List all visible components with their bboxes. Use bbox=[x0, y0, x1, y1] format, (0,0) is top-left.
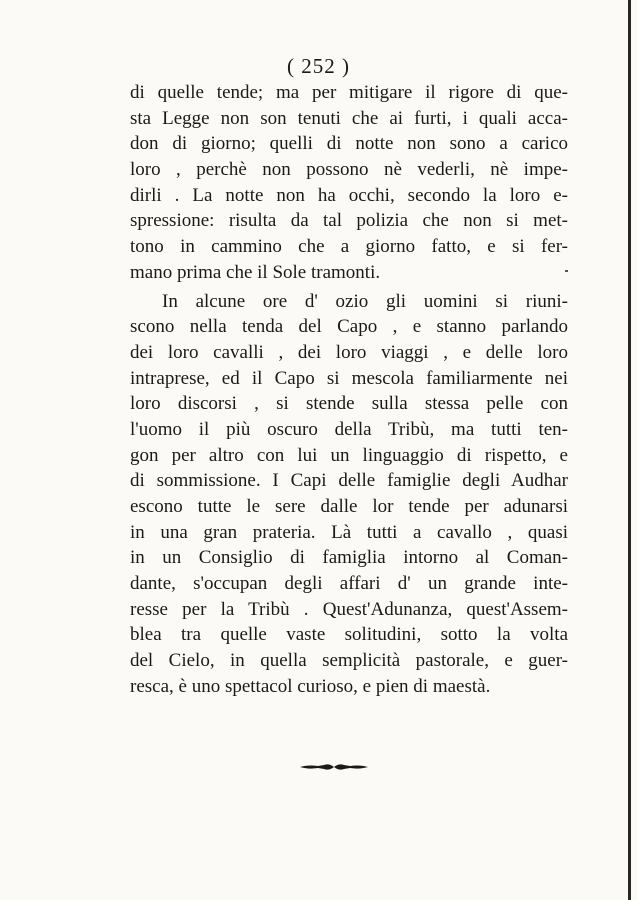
text-line: loro , perchè non possono nè vederli, nè impe- bbox=[130, 159, 568, 181]
text-line: dei loro cavalli , dei loro viaggi , e delle loro bbox=[130, 341, 568, 363]
text-line: gon per altro con lui un linguaggio di rispetto, e bbox=[130, 444, 568, 466]
text-line: di quelle tende; ma per mitigare il rigore di que- bbox=[130, 82, 568, 103]
text-line: di sommissione. I Capi delle famiglie degli Audhar bbox=[130, 470, 568, 492]
page-number: ( 252 ) bbox=[287, 54, 350, 78]
paragraph-2 bbox=[130, 289, 568, 700]
text-line: del Cielo, in quella semplicità pastorale, e guer- bbox=[130, 650, 568, 672]
ink-speck bbox=[565, 270, 568, 272]
text-line: tono in cammino che a giorno fatto, e si fer- bbox=[130, 236, 568, 258]
text-line: in una gran prateria. Là tutti a cavallo , quasi bbox=[130, 521, 568, 543]
text-line: intraprese, ed il Capo si mescola familiarmente nei bbox=[130, 367, 568, 389]
text-line: scono nella tenda del Capo , e stanno parlando bbox=[130, 316, 568, 338]
tail-ornament-icon bbox=[298, 760, 370, 774]
text-line: mano prima che il Sole tramonti. bbox=[130, 261, 381, 283]
text-line: sta Legge non son tenuti che ai furti, i quali acca- bbox=[130, 107, 568, 129]
text-line: In alcune ore d' ozio gli uomini si riuni- bbox=[162, 290, 568, 312]
text-line: l'uomo il più oscuro della Tribù, ma tutti ten- bbox=[130, 418, 568, 440]
text-line: spressione: risulta da tal polizia che non si met- bbox=[130, 210, 568, 232]
text-line: resse per la Tribù . Quest'Adunanza, quest'Assem- bbox=[130, 598, 568, 620]
text-line: resca, è uno spettacol curioso, e pien di maestà. bbox=[130, 675, 491, 697]
text-line: dante, s'occupan degli affari d' un grande inte- bbox=[130, 573, 568, 595]
text-line: dirli . La notte non ha occhi, secondo la loro e- bbox=[130, 184, 568, 206]
text-line: blea tra quelle vaste solitudini, sotto la volta bbox=[130, 624, 568, 646]
text-line: in un Consiglio di famiglia intorno al Coman- bbox=[130, 547, 568, 569]
page-edge-line bbox=[628, 0, 631, 900]
text-line: don di giorno; quelli di notte non sono a carico bbox=[130, 133, 568, 155]
text-line: escono tutte le sere dalle lor tende per adunarsi bbox=[130, 496, 568, 517]
text-line: loro discorsi , si stende sulla stessa pelle con bbox=[130, 393, 568, 415]
paragraph-1 bbox=[130, 80, 568, 286]
body-text bbox=[130, 80, 568, 700]
